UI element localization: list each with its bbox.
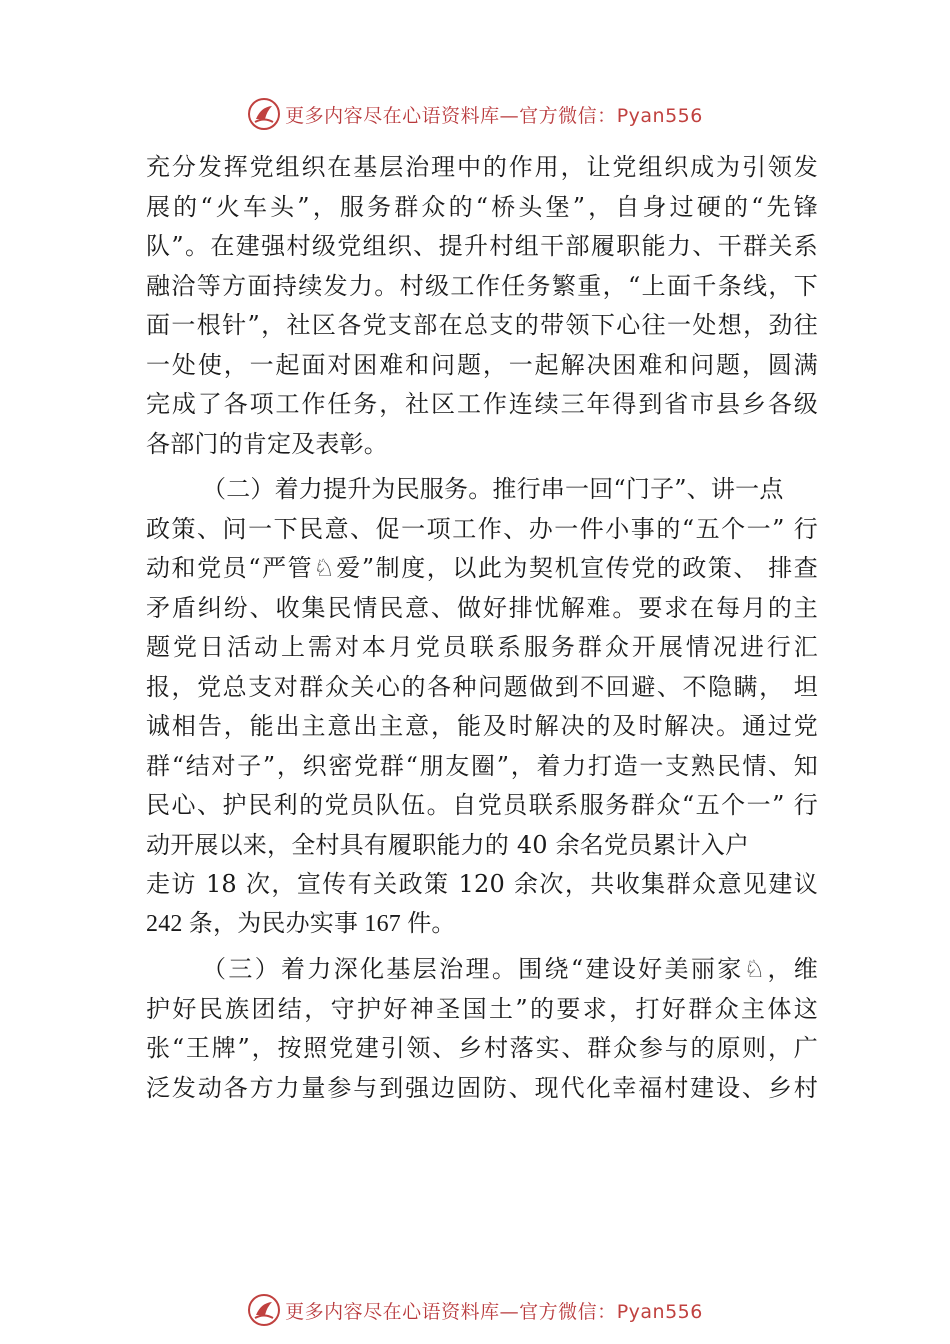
watermark-text <box>285 1297 703 1324</box>
text-line: 走访 18 次，宣传有关政策 120 余次，共收集群众意见建议 <box>146 870 818 898</box>
watermark-header <box>0 94 950 134</box>
text-line: 动和党员“严管♘爱”制度，以此为契机宣传党的政策、 排查 <box>146 554 818 582</box>
text-line: （二）着力提升为民服务。推行串一回“门子”、讲一点 <box>202 475 784 503</box>
text-line: 充分发挥党组织在基层治理中的作用，让党组织成为引领发 <box>146 153 818 181</box>
text-line: 各部门的肯定及表彰。 <box>146 429 388 458</box>
text-line: 报，党总支对群众关心的各种问题做到不回避、不隐瞒， 坦 <box>146 672 818 701</box>
paragraph-2 <box>146 470 818 944</box>
watermark-footer <box>0 1290 950 1330</box>
text-line: 242 条，为民办实事 167 件。 <box>146 910 456 937</box>
watermark-wechat-id: Pyan556 <box>616 1300 703 1323</box>
watermark-title: 更多内容尽在心语资料库 <box>285 104 500 127</box>
text-line: 展的“火车头”，服务群众的“桥头堡”，自身过硬的“先锋 <box>146 192 818 221</box>
text-line: 一处使，一起面对困难和问题，一起解决困难和问题，圆满 <box>146 350 818 379</box>
text-line: 完成了各项工作任务，社区工作连续三年得到省市县乡各级 <box>146 390 818 418</box>
watermark-text <box>285 101 703 128</box>
paragraph-3 <box>146 950 818 1108</box>
text-line: 泛发动各方力量参与到强边固防、现代化幸福村建设、乡村 <box>146 1073 818 1102</box>
book-logo-icon <box>247 97 281 131</box>
text-line: 张“王牌”，按照党建引领、乡村落实、群众参与的原则，广 <box>146 1034 818 1062</box>
text-line: 队”。在建强村级党组织、提升村组干部履职能力、干群关系 <box>146 232 818 260</box>
text-line: 诚相告，能出主意出主意，能及时解决的及时解决。通过党 <box>146 712 818 740</box>
text-line: 融洽等方面持续发力。村级工作任务繁重，“上面千条线，下 <box>146 271 818 300</box>
text-line: 矛盾纠纷、收集民情民意、做好排忧解难。要求在每月的主 <box>146 593 818 622</box>
text-line: 民心、护民利的党员队伍。自党员联系服务群众“五个一” 行 <box>146 791 818 819</box>
watermark-wechat-label: 官方微信： <box>519 104 617 127</box>
document-body <box>146 148 818 1108</box>
text-line: 动开展以来，全村具有履职能力的 40 余名党员累计入户 <box>146 830 750 859</box>
text-line: 政策、问一下民意、促一项工作、办一件小事的“五个一” 行 <box>146 514 818 543</box>
text-line: （三）着力深化基层治理。围绕“建设好美丽家♘，维 <box>202 955 818 983</box>
text-line: 面一根针”，社区各党支部在总支的带领下心往一处想，劲往 <box>146 311 818 339</box>
watermark-title: 更多内容尽在心语资料库 <box>285 1300 500 1323</box>
text-line: 群“结对子”，织密党群“朋友圈”，着力打造一支熟民情、知 <box>146 751 818 780</box>
watermark-wechat-label: 官方微信： <box>519 1300 617 1323</box>
watermark-separator: — <box>499 104 520 127</box>
text-line: 题党日活动上需对本月党员联系服务群众开展情况进行汇 <box>146 633 818 661</box>
watermark-wechat-id: Pyan556 <box>616 104 703 127</box>
book-logo-icon <box>247 1293 281 1327</box>
watermark-separator: — <box>499 1300 520 1323</box>
text-line: 护好民族团结，守护好神圣国土”的要求，打好群众主体这 <box>146 994 818 1023</box>
paragraph-1 <box>146 148 818 464</box>
